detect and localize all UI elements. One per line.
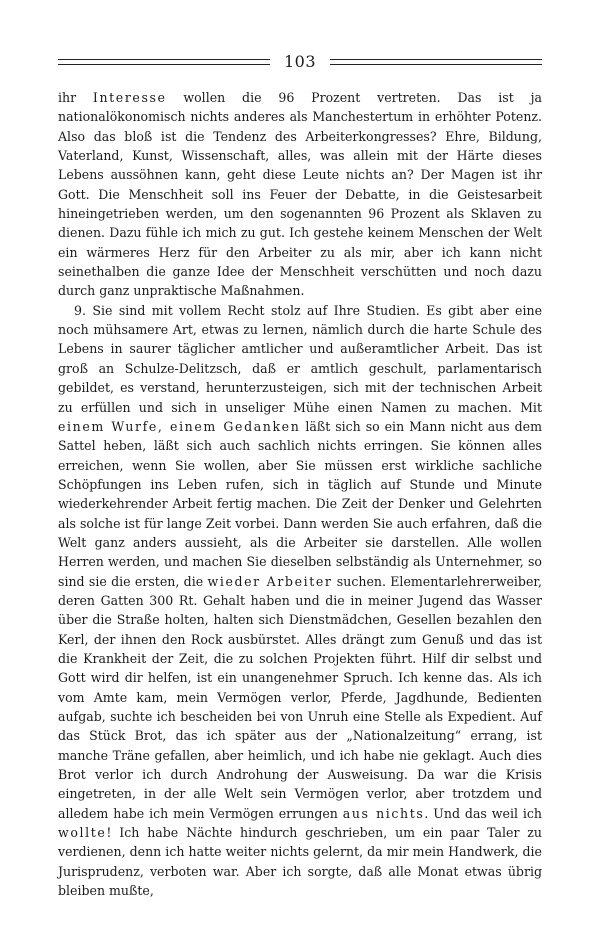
emphasized-text: wollte <box>58 825 107 841</box>
book-page <box>58 48 542 900</box>
page-header <box>58 48 542 76</box>
paragraph: ihr Interesse wollen die 96 Prozent vertreten. Das ist ja nationalökonomisch nichts anderes als Manchestertum in erhöhter Potenz. Also das bloß ist die Tendenz des Arbeiterkongresses? Ehre, Bildung, Vaterland, Kunst, Wissenschaft, alles, was allein mit der Härte dieses Lebens aussöhnen kann, geht diese Leute nichts an? Der Magen ist ihr Gott. Die Menschheit soll ins Feuer der Debatte, in die Geistesarbeit hineingetrieben werden, um den sogenannten 96 Prozent als Sklaven zu dienen. Dazu fühle ich mich zu gut. Ich gestehe keinem Menschen der Welt ein wärmeres Herz für den Arbeiter zu als mir, aber ich kann nicht seinethalben die ganze Idee der Menschheit verschütten und noch dazu durch ganz unpraktische Maßnahmen. <box>58 90 542 299</box>
emphasized-text: aus nichts <box>342 805 425 821</box>
emphasized-text: einem Wurfe, einem Gedanken <box>58 418 301 434</box>
paragraph: 9. Sie sind mit vollem Recht stolz auf Ihre Studien. Es gibt aber eine noch mühsamere Art, etwas zu lernen, nämlich durch die harte Schule des Lebens in saurer täglicher amtlicher und außeramtlicher Arbeit. Das ist groß an Schulze-Delitzsch, daß er amtlich geschult, parlamentarisch gebildet, es verstand, herunterzusteigen, sich mit der technischen Arbeit zu erfüllen und sich in unseliger Mühe einen Namen zu machen. Mit einem Wurfe, einem Gedanken läßt sich so ein Mann nicht aus dem Sattel heben, läßt sich auch sachlich nichts erringen. Sie können alles erreichen, wenn Sie wollen, aber Sie müssen erst wirkliche sachliche Schöpfungen ins Leben rufen, sich in täglich auf Stunde und Minute wiederkehrender Arbeit fertig machen. Die Zeit der Denker und Gelehrten als solche ist für lange Zeit vorbei. Dann werden Sie auch erfahren, daß die Welt ganz anders aussieht, als die Arbeiter sie darstellen. Alle wollen Herren werden, und machen Sie dieselben selbständig als Unternehmer, so sind sie die ersten, die wieder Arbeiter suchen. Elementarlehrerweiber, deren Gatten 300 Rt. Gehalt haben und die in meiner Jugend das Wasser über die Straße holten, halten sich Dienstmädchen, Gesellen bezahlen den Kerl, der ihnen den Rock ausbürstet. Alles drängt zum Genuß und das ist die Krankheit der Zeit, die zu solchen Projekten führt. Hilf dir selbst und Gott wird dir helfen, ist ein unangenehmer Spruch. Ich kenne das. Als ich vom Amte kam, mein Vermögen verlor, Pferde, Jagdhunde, Bedienten aufgab, suchte ich bescheiden bei von Unruh eine Stelle als Expedient. Auf das Stück Brot, das ich später aus der „Nationalzeitung“ errang, ist manche Träne gefallen, aber heimlich, und ich habe nie geklagt. Auch dies Brot verlor ich durch Androhung der Ausweisung. Da war die Krisis eingetreten, in der alle Welt sein Vermögen verlor, aber trotzdem und alledem habe ich mein Vermögen errungen aus nichts. Und das weil ich wollte! Ich habe Nächte hindurch geschrieben, um ein paar Taler zu verdienen, denn ich hatte weiter nichts gelernt, da mir mein Handwerk, die Jurisprudenz, verboten war. Aber ich sorgte, daß alle Monat etwas übrig bleiben mußte, <box>58 302 543 899</box>
header-rule-right <box>330 59 542 65</box>
page-number: 103 <box>283 52 317 71</box>
header-rule-left <box>58 59 270 65</box>
body-text <box>58 88 542 900</box>
emphasized-text: Interesse <box>92 90 167 105</box>
emphasized-text: wieder Arbeiter <box>207 573 333 589</box>
